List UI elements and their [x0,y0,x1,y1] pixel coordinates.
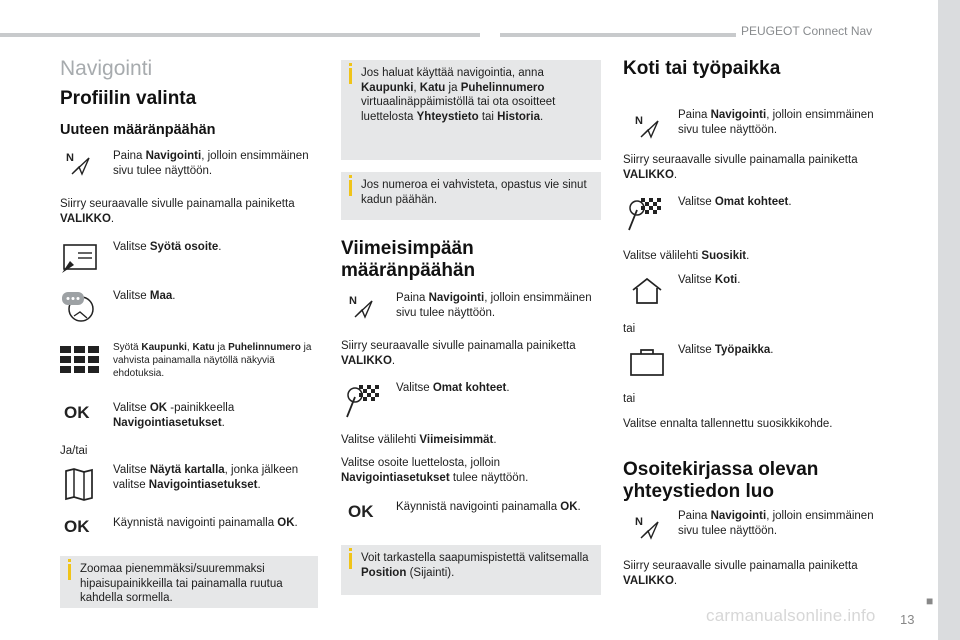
info-icon [349,68,352,84]
svg-text:N: N [635,115,643,127]
step-ok-settings: Valitse OK -painikkeella Navigointiasetukset. [113,402,235,429]
section-title-contact: Osoitekirjassa olevan yhteystiedon luo [623,459,819,502]
navigation-icon [64,150,92,181]
briefcase-icon [629,347,665,382]
step-recent-tab: Valitse välilehti Viimeisimmät. [341,434,497,446]
step-select-address: Valitse osoite luettelosta, jolloin Navigointiasetukset tulee näyttöön. [341,457,529,484]
step-country: Valitse Maa. [113,290,176,302]
destination-flag-icon [625,196,665,237]
step-show-map: Valitse Näytä kartalla, jonka jälkeen valitse Navigointiasetukset. [113,464,299,491]
step-start-nav: Käynnistä navigointi painamalla OK. [113,517,298,529]
step-menu-home: Siirry seuraavalle sivulle painamalla painiketta VALIKKO. [623,154,858,181]
continuation-mark: ■ [926,594,934,608]
info-icon [68,564,71,580]
svg-text:N: N [66,152,74,164]
header-rule-left [0,33,480,37]
ok-icon: OK [64,517,90,536]
ok-icon: OK [64,403,90,422]
info-note-number: Jos numeroa ei vahvisteta, opastus vie sinut kadun päähän. [341,172,601,220]
info-note-zoom: Zoomaa pienemmäksi/suuremmaksi hipaisupainikkeilla tai painamalla ruutua kahdella sormella. [60,556,318,608]
ok-icon: OK [348,502,374,521]
subsection-title-new-destination: Uuteen määränpäähän [60,122,216,138]
info-icon [349,180,352,196]
navigation-icon [347,293,375,324]
info-icon [349,553,352,569]
or-label: tai [623,323,636,335]
step-navigation-home: Paina Navigointi, jolloin ensimmäinen sivu tulee näyttöön. [678,109,874,136]
step-work: Valitse Työpaikka. [678,344,774,356]
step-menu-contact: Siirry seuraavalle sivulle painamalla painiketta VALIKKO. [623,560,858,587]
keypad-icon [60,346,100,379]
step-my-destinations-home: Valitse Omat kohteet. [678,196,792,208]
step-address: Valitse Syötä osoite. [113,241,222,253]
step-menu-recent: Siirry seuraavalle sivulle painamalla painiketta VALIKKO. [341,340,576,367]
right-side-bar [938,0,960,640]
step-keypad: Syötä Kaupunki, Katu ja Puhelinnumero ja vahvista painamalla näytöllä näkyviä ehdotuksia. [113,342,312,379]
step-navigation: Paina Navigointi, jolloin ensimmäinen sivu tulee näyttöön. [113,150,309,177]
navigation-icon [633,514,661,545]
home-icon [630,277,664,310]
svg-text:N: N [635,516,643,528]
svg-text:N: N [349,295,357,307]
section-title-profile: Profiilin valinta [60,88,197,109]
map-icon [64,467,94,506]
info-note-position: Voit tarkastella saapumispistettä valitsemalla Position (Sijainti). [341,545,601,595]
step-favourites-tab: Valitse välilehti Suosikit. [623,250,750,262]
section-title-home-work: Koti tai työpaikka [623,58,781,79]
step-menu: Siirry seuraavalle sivulle painamalla painiketta VALIKKO. [60,198,295,225]
watermark: carmanualsonline.info [706,606,876,625]
country-icon [60,290,98,329]
step-saved-favourite: Valitse ennalta tallennettu suosikkikohde. [623,418,833,430]
page-number: 13 [900,612,915,627]
step-my-destinations: Valitse Omat kohteet. [396,382,510,394]
and-or-label: Ja/tai [60,445,88,457]
step-start-nav-recent: Käynnistä navigointi painamalla OK. [396,501,581,513]
step-navigation-contact: Paina Navigointi, jolloin ensimmäinen sivu tulee näyttöön. [678,510,874,537]
destination-flag-icon [343,383,383,424]
section-title-recent: Viimeisimpään määränpäähän [341,238,476,281]
or-label: tai [623,393,636,405]
address-entry-icon [60,243,98,280]
step-home: Valitse Koti. [678,274,741,286]
info-note-keyboard: Jos haluat käyttää navigointia, anna Kaupunki, Katu ja Puhelinnumero virtuaalinäppäimistöllä tai ota osoitteet luettelosta Yhteystieto tai Historia. [341,60,601,160]
header-rule-right [500,33,736,37]
navigation-icon [633,113,661,144]
page-title: Navigointi [60,57,153,80]
brand-label: PEUGEOT Connect Nav [741,24,873,38]
step-navigation-recent: Paina Navigointi, jolloin ensimmäinen sivu tulee näyttöön. [396,292,592,319]
